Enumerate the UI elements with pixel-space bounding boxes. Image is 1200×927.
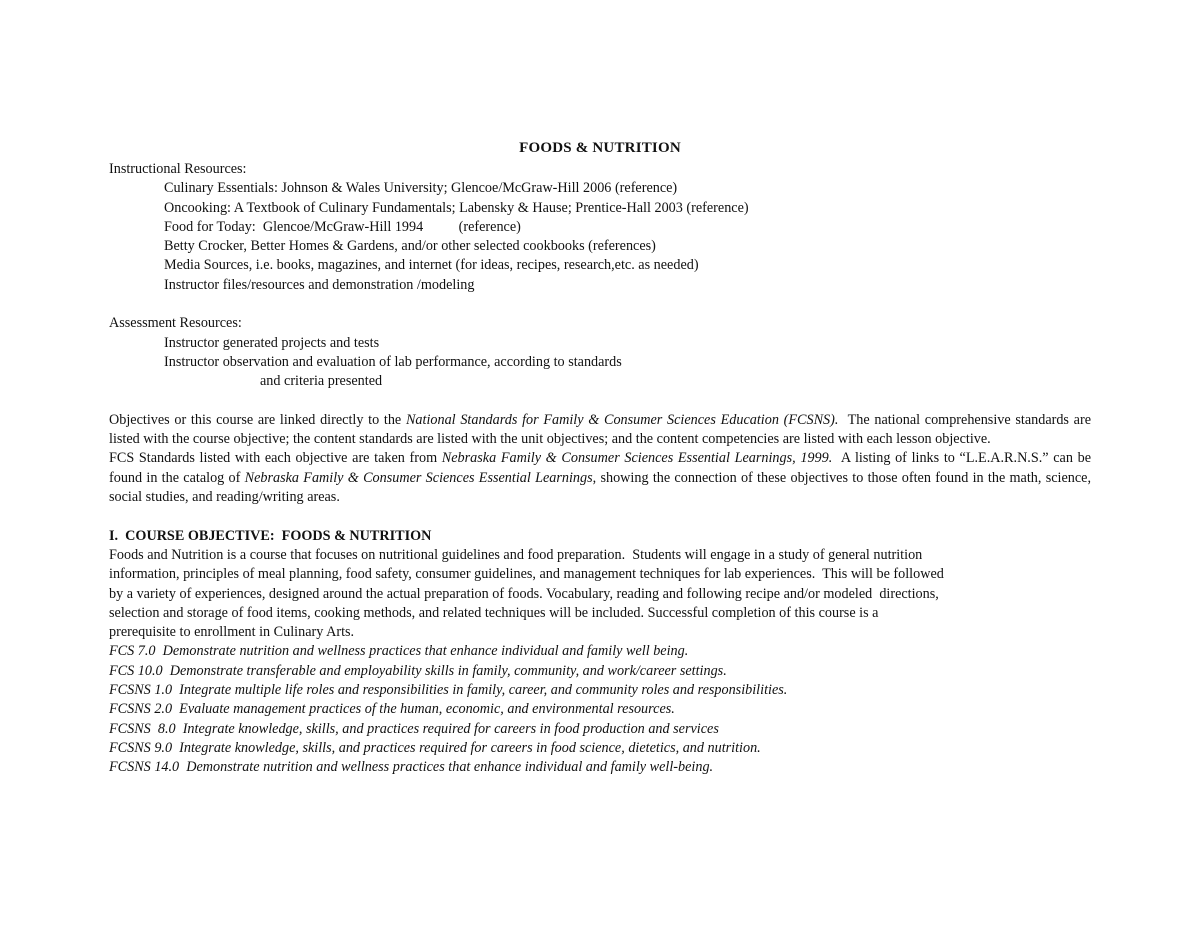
fcs-text: FCS Standards listed with each objective are taken from xyxy=(109,450,442,467)
instructional-resource-item: Culinary Essentials: Johnson & Wales University; Glencoe/McGraw-Hill 2006 (reference) xyxy=(164,180,678,197)
course-description-line: by a variety of experiences, designed around the actual preparation of foods. Vocabulary, reading and following recipe and/or modeled directions, xyxy=(109,585,939,602)
objectives-text: Objectives or this course are linked directly to the xyxy=(109,411,406,428)
fcs-catalog-title: Nebraska Family & Consumer Sciences Essential Learnings xyxy=(244,469,593,486)
document-title: FOODS & NUTRITION xyxy=(519,140,681,156)
course-description-line: Foods and Nutrition is a course that focuses on nutritional guidelines and food preparation. Students will engage in a study of general nutrition xyxy=(109,546,923,563)
standard-line: FCSNS 8.0 Integrate knowledge, skills, and practices required for careers in food production and services xyxy=(109,720,719,737)
spacer xyxy=(109,507,1091,526)
objectives-standard-title: National Standards for Family & Consumer Sciences Education (FCSNS). xyxy=(405,411,839,428)
fcs-standards-paragraph xyxy=(109,449,1095,507)
assessment-resource-continuation: and criteria presented xyxy=(260,373,383,390)
fcs-source-title: Nebraska Family & Consumer Sciences Essential Learnings, 1999. xyxy=(441,450,833,467)
spacer xyxy=(109,295,1091,314)
instructional-resource-item: Oncooking: A Textbook of Culinary Fundamentals; Labensky & Hause; Prentice-Hall 2003 (reference) xyxy=(164,199,749,216)
assessment-resource-item: Instructor generated projects and tests xyxy=(164,334,380,351)
course-description-line: information, principles of meal planning, food safety, consumer guidelines, and management techniques for lab experiences. This will be followed xyxy=(109,566,944,583)
standard-line: FCSNS 2.0 Evaluate management practices of the human, economic, and environmental resources. xyxy=(109,701,675,718)
assessment-resource-item: Instructor observation and evaluation of lab performance, according to standards xyxy=(164,353,622,370)
objectives-paragraph xyxy=(109,411,1095,450)
course-objective-heading: I. COURSE OBJECTIVE: FOODS & NUTRITION xyxy=(109,527,432,544)
standard-line: FCS 10.0 Demonstrate transferable and employability skills in family, community, and work/career settings. xyxy=(109,662,727,679)
spacer xyxy=(109,392,1091,411)
objectives-text-continued: The national comprehensive standards are listed with the course objective; the content standards are listed with the unit objectives; and the content competencies are listed with each lesson objective. xyxy=(109,411,1095,448)
course-description-line: selection and storage of food items, cooking methods, and related techniques will be included. Successful completion of this course is a xyxy=(109,604,879,621)
instructional-resource-item: Media Sources, i.e. books, magazines, and internet (for ideas, recipes, research,etc. as needed) xyxy=(164,257,699,274)
fcs-text-continued: A listing of links to “L.E.A.R.N.S.” can be found in the catalog of xyxy=(109,450,1095,486)
standard-line: FCSNS 1.0 Integrate multiple life roles and responsibilities in family, career, and community roles and responsibilities. xyxy=(109,682,788,699)
assessment-resources-heading: Assessment Resources: xyxy=(109,315,242,332)
document-page xyxy=(109,138,1095,778)
instructional-resources-heading: Instructional Resources: xyxy=(109,161,247,177)
course-description-line: prerequisite to enrollment in Culinary Arts. xyxy=(109,624,355,641)
instructional-resource-item: Food for Today: Glencoe/McGraw-Hill 1994 (reference) xyxy=(164,218,521,235)
fcs-text-end: , showing the connection of these objectives to those often found in the math, science, social studies, and reading/writing areas. xyxy=(109,469,1092,506)
standard-line: FCS 7.0 Demonstrate nutrition and wellness practices that enhance individual and family well being. xyxy=(109,643,689,660)
standard-line: FCSNS 9.0 Integrate knowledge, skills, and practices required for careers in food science, dietetics, and nutrition. xyxy=(109,739,761,756)
instructional-resource-item: Instructor files/resources and demonstration /modeling xyxy=(164,276,475,293)
standard-line: FCSNS 14.0 Demonstrate nutrition and wellness practices that enhance individual and family well-being. xyxy=(109,759,714,776)
instructional-resource-item: Betty Crocker, Better Homes & Gardens, and/or other selected cookbooks (references) xyxy=(164,238,656,255)
